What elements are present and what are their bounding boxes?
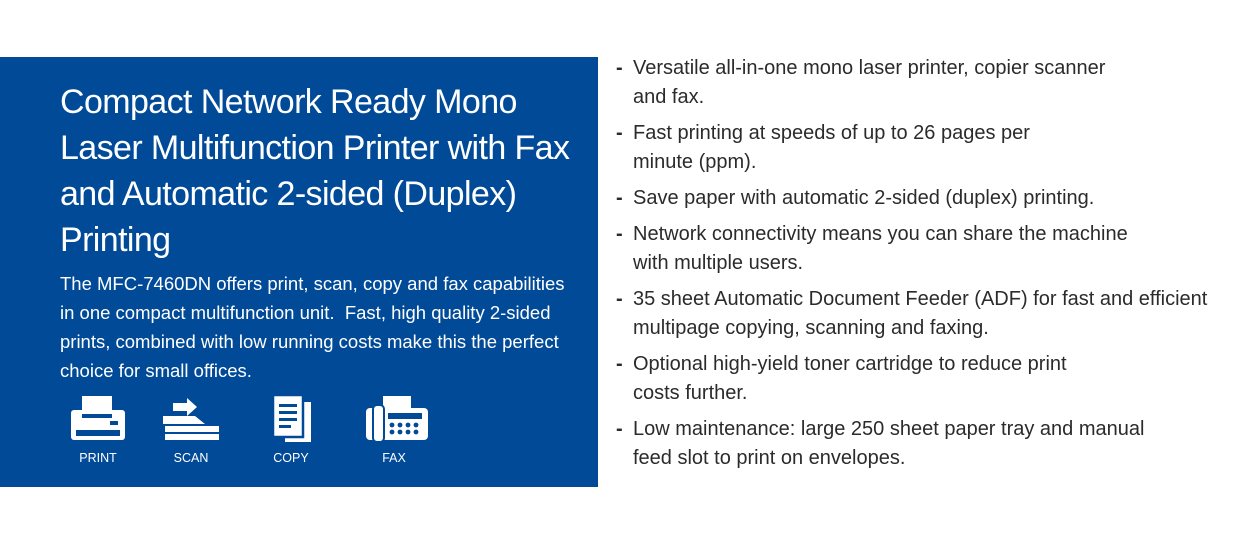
feature-bullet-list <box>616 54 1216 480</box>
fax-icon <box>359 394 429 444</box>
bullet-marker: - <box>616 57 623 79</box>
bullet-marker: - <box>616 223 623 245</box>
feature-label: SCAN <box>173 451 209 465</box>
bullet-text: Versatile all-in-one mono laser printer, copier scanner and fax. <box>633 57 1106 108</box>
bullet-text: Fast printing at speeds of up to 26 pages per minute (ppm). <box>633 122 1030 173</box>
feature-label: PRINT <box>79 451 117 465</box>
printer-icon <box>68 394 128 444</box>
product-summary-panel <box>0 57 598 487</box>
feature-label: FAX <box>382 451 406 465</box>
list-item <box>616 415 1173 473</box>
bullet-text: Optional high-yield toner cartridge to reduce print costs further. <box>633 353 1067 404</box>
product-description: The MFC-7460DN offers print, scan, copy and fax capabilities in one compact multifunction unit. Fast, high quality 2-sided prints, combined with low running costs make this the perfect choice for small offices. <box>60 273 570 381</box>
bullet-marker: - <box>616 418 623 440</box>
feature-print <box>58 394 138 474</box>
bullet-marker: - <box>616 353 623 375</box>
feature-scan <box>151 394 231 474</box>
scanner-icon <box>159 394 223 444</box>
list-item <box>616 119 1083 177</box>
bullet-text: Low maintenance: large 250 sheet paper tray and manual feed slot to print on envelopes. <box>633 418 1145 469</box>
list-item <box>616 350 1113 408</box>
list-item <box>616 220 1143 278</box>
list-item <box>616 285 1233 343</box>
list-item <box>616 54 1113 112</box>
product-title: Compact Network Ready Mono Laser Multifunction Printer with Fax and Automatic 2-sided (Duplex) Printing <box>60 83 570 259</box>
bullet-marker: - <box>616 122 623 144</box>
bullet-marker: - <box>616 288 623 310</box>
feature-copy <box>251 394 331 474</box>
copy-icon <box>261 394 321 444</box>
bullet-text: Save paper with automatic 2-sided (duplex) printing. <box>633 187 1095 209</box>
bullet-text: Network connectivity means you can share the machine with multiple users. <box>633 223 1128 274</box>
bullet-text: 35 sheet Automatic Document Feeder (ADF) for fast and efficient multipage copying, scanning and faxing. <box>633 288 1208 339</box>
feature-fax <box>354 394 434 474</box>
list-item <box>616 184 1233 213</box>
feature-icon-row <box>58 394 478 474</box>
feature-label: COPY <box>273 451 309 465</box>
bullet-marker: - <box>616 187 623 209</box>
